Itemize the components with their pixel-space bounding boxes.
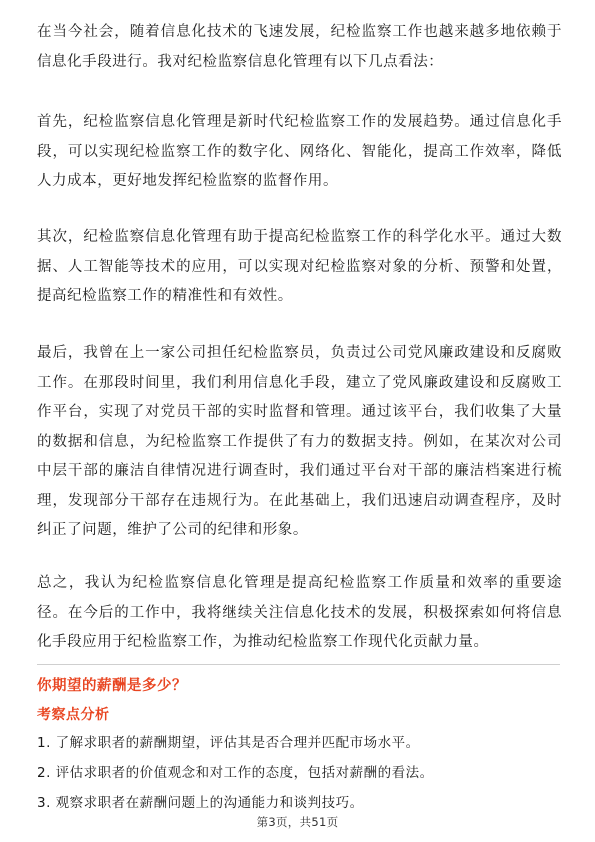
paragraph-last: 最后，我曾在上一家公司担任纪检监察员，负责过公司党风廉政建设和反腐败工作。在那段时间里，我们利用信息化手段，建立了党风廉政建设和反腐败工作平台，实现了对党员干部的实时监督和管理。通过该平台，我们收集了大量的数据和信息，为纪检监察工作提供了有力的数据支持。例如，在某次对公司中层干部的廉洁自律情况进行调查时，我们通过平台对干部的廉洁档案进行梳理，发现部分干部存在违规行为。在此基础上，我们迅速启动调查程序，及时纠正了问题，维护了公司的纪律和形象。 — [37, 345, 562, 538]
paragraph-intro: 在当今社会，随着信息化技术的飞速发展，纪检监察工作也越来越多地依赖于信息化手段进行。我对纪检监察信息化管理有以下几点看法： — [37, 24, 562, 70]
analysis-point: 3. 观察求职者在薪酬问题上的沟通能力和谈判技巧。 — [37, 795, 364, 811]
question-heading: 你期望的薪酬是多少？ — [37, 678, 187, 694]
paragraph-first: 首先，纪检监察信息化管理是新时代纪检监察工作的发展趋势。通过信息化手段，可以实现纪检监察工作的数字化、网络化、智能化，提高工作效率，降低人力成本，更好地发挥纪检监察的监督作用。 — [37, 114, 562, 189]
section-divider — [37, 664, 560, 665]
analysis-point: 1. 了解求职者的薪酬期望，评估其是否合理并匹配市场水平。 — [37, 735, 420, 751]
analysis-point: 2. 评估求职者的价值观念和对工作的态度，包括对薪酬的看法。 — [37, 765, 434, 781]
paragraph-second: 其次，纪检监察信息化管理有助于提高纪检监察工作的科学化水平。通过大数据、人工智能等技术的应用，可以实现对纪检监察对象的分析、预警和处置，提高纪检监察工作的精准性和有效性。 — [37, 229, 562, 304]
analysis-list — [37, 732, 434, 822]
page-number: 第3页，共51页 — [256, 815, 339, 829]
analysis-heading: 考察点分析 — [37, 707, 110, 723]
paragraph-conclusion: 总之，我认为纪检监察信息化管理是提高纪检监察工作质量和效率的重要途径。在今后的工作中，我将继续关注信息化技术的发展，积极探索如何将信息化手段应用于纪检监察工作，为推动纪检监察工作现代化贡献力量。 — [37, 575, 562, 650]
